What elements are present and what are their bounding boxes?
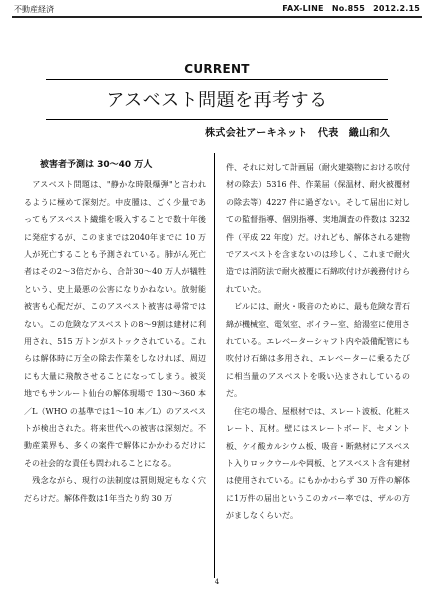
body-paragraph: アスベスト問題は、"静かな時限爆弾"と言われるように極めて深刻だ。中皮腫は、ごく少量であってもアスベスト繊維を吸入することで数十年後に発症するが、このままでは2040年までに 10 万人が死亡することも予測されている。肺がん死亡者はその2～3倍だから、合計30～40 万人が犠牲という、史上最悪の公害になりかねない。放射能被害も心配だが、このアスベスト被害は尋常ではない。この危険なアスベストの8～9割は建材に利用され、515 万トンがストックされている。これらは解体時に万全の除去作業をしなければ、周辺にも大量に飛散させることになってしまう。被災地でもサンルート仙台の解体現場で 130～360 本／L（WHO の基準では1～10 本／L）のアスベストが検出された。将来世代への被害は深刻だ。不動産業界も、多くの案件で解体にかかわるだけにその社会的な責任も問われることになる。 xyxy=(24,180,206,468)
header-rule xyxy=(12,16,422,18)
subhead-spacer xyxy=(24,159,206,176)
body-paragraph: ビルには、耐火・吸音のために、最も危険な青石綿が機械室、電気室、ボイラー室、給湯室に使用されている。エレベーターシャフト内や設備配管にも吹付け石綿は多用され、エレベーターに乗るたびに相当量のアスベストを吸い込まされしているのだ。 xyxy=(226,302,410,399)
article-title: アスベスト問題を再考する xyxy=(106,90,328,111)
body-paragraph: 住宅の場合、屋根材では、スレート波板、化粧スレート、瓦材。壁にはスレートボード、セメント板、ケイ酸カルシウム板、吸音・断熱材にアスベスト入りロックウールや岡板、とアスベスト含有建材は使用されている。にもかかわらず 30 万件の解体に1万件の届出というこのカバー率では、ザルの方がましなくらいだ。 xyxy=(226,406,410,521)
author-line: 株式会社アーキネット 代表 織山和久 xyxy=(205,128,390,139)
body-paragraph: 残念ながら、現行の法制度は罰則規定もなく穴だらけだ。解体件数は1年当たり約 30 万 xyxy=(24,476,206,503)
title-rule-top xyxy=(46,79,388,80)
column-divider xyxy=(214,153,215,578)
publication-name: 不動産経済 xyxy=(14,5,54,14)
title-rule-bottom xyxy=(46,119,388,120)
left-column xyxy=(24,159,206,507)
issue-info: FAX-LINE No.855 2012.2.15 xyxy=(282,4,420,13)
right-column xyxy=(226,159,410,525)
section-subhead: 被害者予測は 30～40 万人 xyxy=(40,160,153,170)
body-paragraph: 件、それに対して計画届（耐火建築物における吹付材の除去）5316 件、作業届（保温材、耐火被覆材の除去等）4227 件に過ぎない。そして届出に対しての監督指導、個別指導、実地調査の件数は 3232 件（平成 22 年度）だ。けれども、解体される建物でアスベストを含まないのは珍しく、これまで耐火造では消防法で耐火被覆に石綿吹付けが義務付けられていた。 xyxy=(226,163,410,294)
page-number: 4 xyxy=(214,578,220,586)
section-label: CURRENT xyxy=(184,62,250,76)
